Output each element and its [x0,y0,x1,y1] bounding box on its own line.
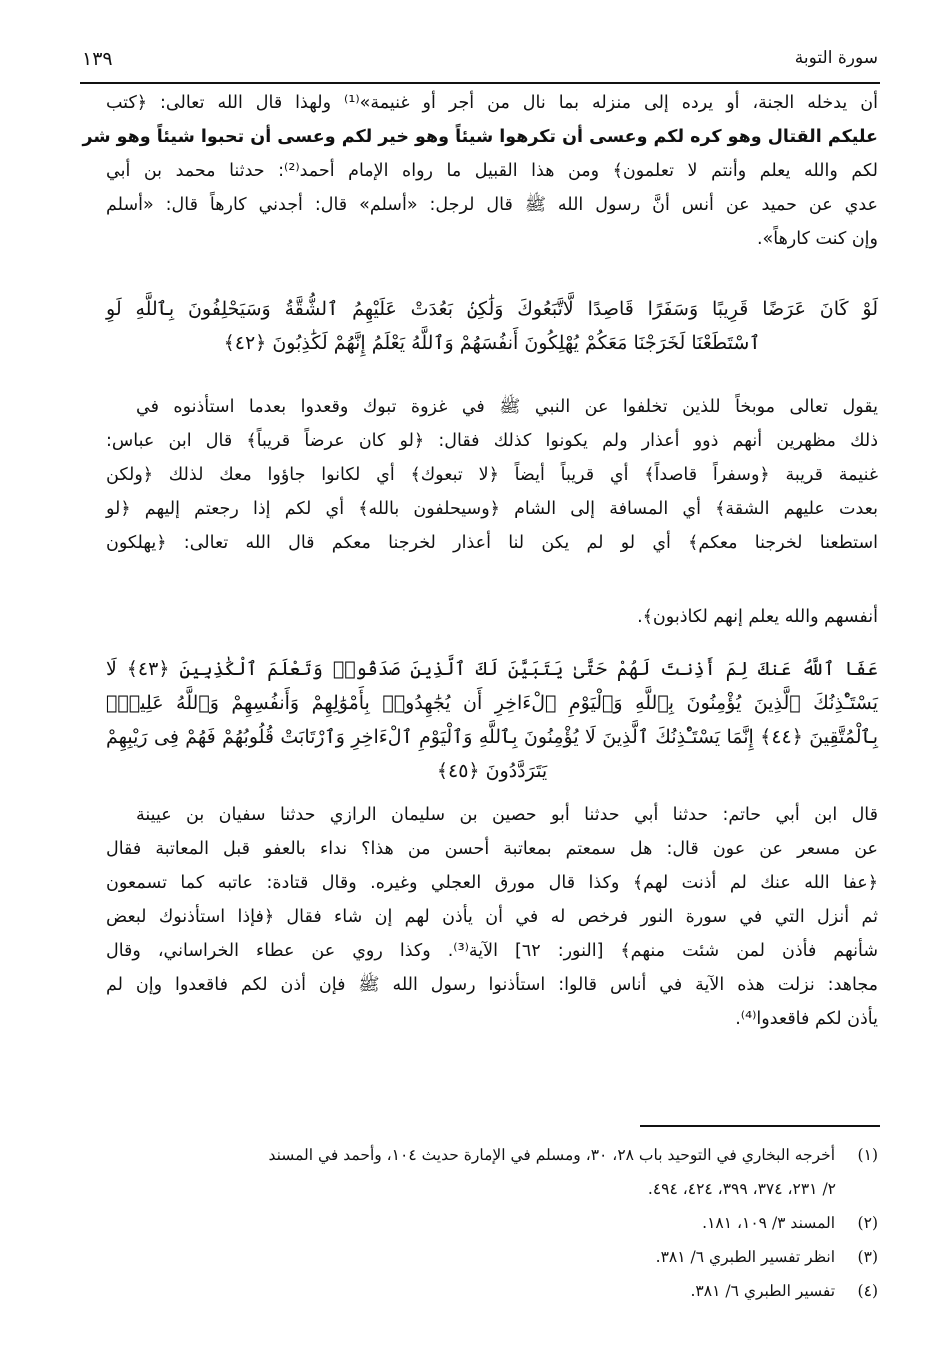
text-line: غنيمة قريبة ﴿وسفراً قاصداً﴾ أي قريباً أيضاً ﴿لا تبعوك﴾ أي لكانوا جاؤوا معك لذلك ﴿ولكن [106,465,878,485]
footnote-1 [106,1142,878,1168]
text-line: استطعنا لخرجنا معكم﴾ أي لو لم يكن لنا أعذار لخرجنا معكم قال الله تعالى: ﴿يهلكون [106,533,878,553]
footnote-text: أخرجه البخاري في التوحيد باب ٢٨، ٣٠، ومسلم في الإمارة حديث ١٠٤، وأحمد في المسند [268,1146,836,1164]
footnote-1-continued [106,1176,878,1202]
footnote-text: ٢/ ٢٣١، ٣٧٤، ٣٩٩، ٤٢٤، ٤٩٤. [647,1180,836,1198]
footnote-rule [640,1125,880,1127]
text-line: يقول تعالى موبخاً للذين تخلفوا عن النبي ﷺ في غزوة تبوك وقعدوا بعدما استأذنوه في [136,397,878,417]
footnote-text: انظر تفسير الطبري ٦/ ٣٨١. [655,1248,836,1266]
text-line: ثم أنزل التي في سورة النور فرخص له في أن يأذن لهم إن شاء فقال ﴿فإذا استأذنوك لبعض [106,907,878,927]
text-line: شأنهم فأذن لمن شئت منهم﴾ [النور: ٦٢] الآية⁽³⁾. وكذا روي عن عطاء الخراساني، وقال [106,941,878,961]
text-line: لكم والله يعلم وأنتم لا تعلمون﴾ ومن هذا القبيل ما رواه الإمام أحمد⁽²⁾: حدثنا محمد بن أبي [106,161,878,181]
page-number: ١٣٩ [82,48,113,70]
text-line: قال ابن أبي حاتم: حدثنا أبي حدثنا أبو حصين بن سليمان الرازي حدثنا سفيان بن عيينة [136,805,878,825]
text-line: ﴿عفا الله عنك لم أذنت لهم﴾ وكذا قال مورق العجلي وغيره. وقال قتادة: عاتبه كما تسمعون [106,873,878,893]
footnote-2 [106,1210,878,1236]
text-line: أنفسهم والله يعلم إنهم لكاذبون﴾. [637,607,878,627]
footnote-number: (٤) [857,1282,878,1300]
footnote-number: (٢) [857,1214,878,1232]
verse-line: عَفَا ٱللَّهُ عَنكَ لِمَ أَذِنتَ لَهُمْ حَتَّىٰ يَتَبَيَّنَ لَكَ ٱلَّذِينَ صَدَقُوا۟ وَتَعْلَمَ ٱلْكَٰذِبِينَ ﴿٤٣﴾ لَا [106,658,878,680]
text-line: وإن كنت كارهاً». [756,229,878,249]
text-line: بعدت عليهم الشقة﴾ أي المسافة إلى الشام ﴿وسيحلفون بالله﴾ أي لكم إذا رجعتم إليهم ﴿لو [106,499,878,519]
header-rule [80,82,880,84]
text-line: عن مسعر عن عون قال: هل سمعتم بمعاتبة أحسن من هذا؟ نداء بالعفو قبل المعاتبة فقال [106,839,878,859]
text-line: عليكم القتال وهو كره لكم وعسى أن تكرهوا شيئاً وهو خير لكم وعسى أن تحبوا شيئاً وهو شر [82,127,878,147]
footnote-number: (١) [857,1146,878,1164]
verse-line: ٱسْتَطَعْنَا لَخَرَجْنَا مَعَكُمْ يُهْلِكُونَ أَنفُسَهُمْ وَٱللَّهُ يَعْلَمُ إِنَّهُمْ لَكَٰذِبُونَ ﴿٤٢﴾ [223,332,761,354]
footnote-text: المسند ٣/ ١٠٩، ١٨١. [702,1214,836,1232]
text-line: مجاهد: نزلت هذه الآية في أناس قالوا: استأذنوا رسول الله ﷺ فإن أذن لكم فاقعدوا وإن لم [106,975,878,995]
footnote-4 [106,1278,878,1304]
verse-line: يَسْتَـْٔذِنُكَ ٱلَّذِينَ يُؤْمِنُونَ بِٱللَّهِ وَٱلْيَوْمِ ٱلْءَاخِرِ أَن يُجَٰهِدُوا۟ بِأَمْوَٰلِهِمْ وَأَنفُسِهِمْ وَٱللَّهُ عَلِيمٌۢ [106,692,878,714]
verse-line: يَتَرَدَّدُونَ ﴿٤٥﴾ [436,760,548,782]
text-line: أن يدخله الجنة، أو يرده إلى منزله بما نال من أجر أو غنيمة»⁽¹⁾ ولهذا قال الله تعالى: ﴿كتب [106,93,878,113]
text-line: يأذن لكم فاقعدوا⁽⁴⁾. [735,1009,878,1029]
verse-line: بِٱلْمُتَّقِينَ ﴿٤٤﴾ إِنَّمَا يَسْتَـْٔذِنُكَ ٱلَّذِينَ لَا يُؤْمِنُونَ بِٱللَّهِ وَٱلْيَوْمِ ٱلْءَاخِرِ وَٱرْتَابَتْ قُلُوبُهُمْ فَهُمْ فِى رَيْبِهِمْ [106,726,878,748]
text-line: ذلك مظهرين أنهم ذوو أعذار ولم يكونوا كذلك فقال: ﴿لو كان عرضاً قريباً﴾ قال ابن عباس: [106,431,878,451]
footnote-3 [106,1244,878,1270]
footnote-text: تفسير الطبري ٦/ ٣٨١. [690,1282,836,1300]
verse-line: لَوْ كَانَ عَرَضًا قَرِيبًا وَسَفَرًا قَاصِدًا لَّاتَّبَعُوكَ وَلَٰكِنۢ بَعُدَتْ عَلَيْهِمُ ٱلشُّقَّةُ وَسَيَحْلِفُونَ بِٱللَّهِ لَوِ [106,298,878,320]
surah-title: سورة التوبة [794,48,878,68]
text-line: عدي عن حميد عن أنس أنَّ رسول الله ﷺ قال لرجل: «أسلم» قال: أجدني كارهاً قال: «أسلم [106,195,878,215]
footnote-number: (٣) [857,1248,878,1266]
